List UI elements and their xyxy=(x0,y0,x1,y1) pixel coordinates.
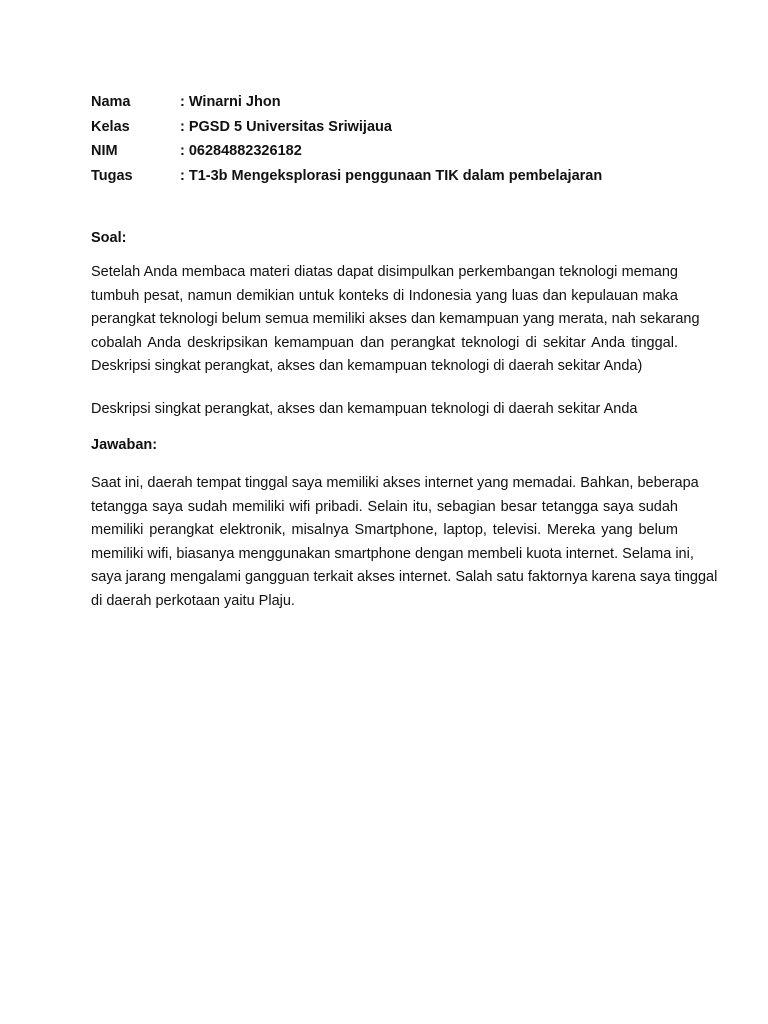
paragraph-line: saya jarang mengalami gangguan terkait akses internet. Salah satu faktornya karena saya tinggal xyxy=(91,569,718,585)
paragraph-line: memiliki perangkat elektronik, misalnya Smartphone, laptop, televisi. Mereka yang belum xyxy=(91,522,678,538)
header-label: Nama xyxy=(91,94,131,110)
header-row-tugas xyxy=(91,166,691,191)
paragraph-line: Deskripsi singkat perangkat, akses dan kemampuan teknologi di daerah sekitar Anda) xyxy=(91,358,643,374)
paragraph-line: memiliki wifi, biasanya menggunakan smartphone dengan membeli kuota internet. Selama ini, xyxy=(91,545,694,562)
soal-restatement xyxy=(91,398,678,422)
paragraph-line: Setelah Anda membaca materi diatas dapat disimpulkan perkembangan teknologi memang xyxy=(91,264,678,280)
header-value: : Winarni Jhon xyxy=(180,94,281,110)
header-value: : T1-3b Mengeksplorasi penggunaan TIK dalam pembelajaran xyxy=(180,167,603,184)
paragraph-line: tumbuh pesat, namun demikian untuk konteks di Indonesia yang luas dan kepulauan maka xyxy=(91,287,678,304)
paragraph-line: perangkat teknologi belum semua memiliki akses dan kemampuan yang merata, nah sekarang xyxy=(91,311,700,327)
header-label: Tugas xyxy=(91,167,133,184)
soal-heading: Soal: xyxy=(91,230,127,246)
jawaban-paragraph xyxy=(91,472,718,613)
paragraph-line: tetangga saya sudah memiliki wifi pribadi. Selain itu, sebagian besar tetangga saya sudah xyxy=(91,498,678,515)
header-row-nama xyxy=(91,92,691,117)
header-value: : 06284882326182 xyxy=(180,143,302,160)
header-value: : PGSD 5 Universitas Sriwijaua xyxy=(180,118,392,135)
paragraph-line: cobalah Anda deskripsikan kemampuan dan perangkat teknologi di sekitar Anda tinggal. xyxy=(91,334,678,351)
header-row-nim xyxy=(91,141,691,166)
header-row-kelas xyxy=(91,117,691,142)
soal-paragraph xyxy=(91,261,700,379)
paragraph-line: Saat ini, daerah tempat tinggal saya memiliki akses internet yang memadai. Bahkan, beberapa xyxy=(91,475,699,491)
header-label: NIM xyxy=(91,143,118,160)
jawaban-heading: Jawaban: xyxy=(91,437,158,453)
header-label: Kelas xyxy=(91,118,130,135)
paragraph-line: Deskripsi singkat perangkat, akses dan kemampuan teknologi di daerah sekitar Anda xyxy=(91,401,638,417)
paragraph-line: di daerah perkotaan yaitu Plaju. xyxy=(91,592,295,609)
student-info-header xyxy=(91,92,691,190)
